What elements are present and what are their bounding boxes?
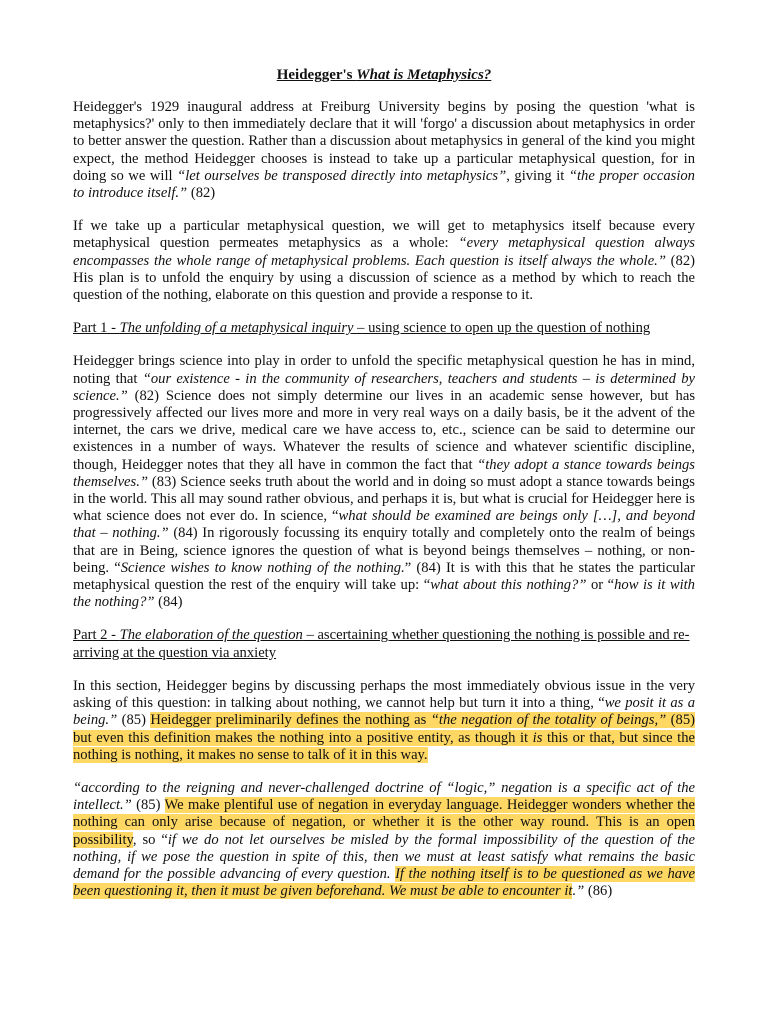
highlighted-text: this or that, but since the nothing is nothing, it makes no sense to talk of it in this way. — [73, 729, 695, 763]
highlighted-quote: If the nothing itself is to be questioned as we have been questioning it, then it must be given beforehand. We must be able to encounter it — [73, 865, 695, 900]
quote-span: “our existence - in the community of researchers, teachers and students – is determined by science.” — [73, 370, 696, 404]
quote-span: Science wishes to know nothing of the nothing. — [120, 559, 405, 576]
section-heading-part-1 — [73, 320, 695, 337]
heading-italic: The elaboration of the question — [119, 627, 303, 644]
paragraph-metaphysical-question — [73, 218, 695, 304]
text-span: (82) Science does not simply determine our lives in an academic sense however, but has progressively affected our lives more and more in very real ways on a daily basis, be it the advent of the internet, the cars we drive, medical care we have access to, etc., science can be said to determine our existences in a number of ways. Whatever the results of science and whatever scientific discipline, though, Heidegger notes that they all have in common the fact that — [73, 387, 695, 473]
page-title — [73, 66, 695, 84]
text-span: Heidegger's 1929 inaugural address at Freiburg University begins by posing the question 'what is metaphysics?' only to then immediately declare that it will 'forgo' a discussion about metaphysics in order to better answer the question. Rather than a discussion about metaphysics in general of the kind you might expect, the method Heidegger chooses is instead to take up a particular metaphysical question, for in doing so we will — [73, 99, 695, 184]
quote-span: “according to the reigning and never-challenged doctrine of “logic,” negation is a specific act of the intellect.” — [73, 779, 695, 814]
quote-span: “every metaphysical question always encompasses the whole range of metaphysical problems. Each question is itself always the whole.” — [73, 235, 695, 269]
highlighted-text: Heidegger preliminarily defines the nothing as — [150, 712, 431, 729]
quote-span: we posit it as a being.” — [73, 695, 695, 729]
title-italic: What is Metaphysics? — [356, 67, 492, 83]
text-span: Heidegger brings science into play in order to unfold the specific metaphysical question he has in mind, noting that — [73, 353, 695, 387]
text-span: (86) — [584, 883, 613, 900]
text-span: , giving it — [506, 167, 569, 184]
paragraph-intro — [73, 99, 695, 202]
text-span: (82) His plan is to unfold the enquiry by using a discussion of science as a method by which to reach the question of the nothing, elaborate on this question and provide a response to it. — [73, 252, 695, 304]
quote-span: what should be examined are beings only […], and beyond that – nothing.” — [73, 508, 695, 542]
heading-prefix: Part 2 - — [73, 627, 120, 644]
heading-suffix: – using science to open up the question of nothing — [353, 320, 651, 337]
text-span: (85) — [117, 712, 151, 729]
paragraph-nothing-definition — [73, 678, 695, 764]
text-span: (83) Science seeks truth about the world and in doing so must adopt a stance towards beings in the world. This all may sound rather obvious, and perhaps it is, but what is crucial for Heidegger here is what science does not ever do. In science, “ — [73, 473, 695, 525]
quote-span: “they adopt a stance towards beings themselves.” — [73, 456, 695, 490]
quote-span: if we do not let ourselves be misled by the formal impossibility of the question of the nothing, if we pose the question in spite of this, then we must at least satisfy what remains the basic demand for the possible advancing of every question. — [73, 831, 695, 882]
highlighted-quote: is — [532, 729, 543, 746]
quote-span: “let ourselves be transposed directly into metaphysics” — [177, 167, 507, 184]
quote-span: .” — [572, 883, 585, 900]
text-span: (82) — [187, 185, 216, 202]
text-span: If we take up a particular metaphysical question, we will get to metaphysics itself because every metaphysical question permeates metaphysics as a whole: — [73, 218, 695, 252]
heading-suffix: – ascertaining whether questioning the nothing is possible and re-arriving at the question via anxiety — [73, 627, 690, 661]
highlighted-quote: “the negation of the totality of beings,” — [430, 712, 667, 729]
text-span: (85) — [131, 797, 165, 814]
text-span: (84) In rigorously focussing its enquiry totally and completely onto the realm of beings that are in Being, science ignores the question of what is beyond beings themselves – nothing, or non-being. “ — [73, 525, 695, 576]
paragraph-negation — [73, 780, 695, 900]
quote-span: how is it with the nothing?” — [73, 577, 695, 611]
text-span: or “ — [586, 577, 615, 594]
highlighted-text: (85) but even this definition makes the nothing into a positive entity, as though it — [73, 712, 695, 746]
highlighted-text: We make plentiful use of negation in everyday language. Heidegger wonders whether the nothing can only arise because of negation, or whether it is the other way round. This is an open possibility — [73, 797, 695, 848]
quote-span: what about this nothing?” — [430, 577, 587, 594]
text-span: ” (84) It is with this that he states the particular metaphysical question the rest of the enquiry will take up: “ — [73, 559, 695, 594]
title-main: Heidegger's — [276, 67, 357, 83]
heading-prefix: Part 1 - — [73, 320, 120, 337]
text-span: In this section, Heidegger begins by discussing perhaps the most immediately obvious issue in the very asking of this question: in talking about nothing, we cannot help but turn it into a thing, “ — [73, 677, 695, 712]
section-heading-part-2 — [73, 627, 695, 661]
text-span: (84) — [154, 594, 183, 611]
paragraph-science — [73, 353, 695, 611]
heading-italic: The unfolding of a metaphysical inquiry — [119, 320, 354, 337]
text-span: , so “ — [132, 831, 168, 848]
quote-span: “the proper occasion to introduce itself.” — [73, 167, 695, 202]
